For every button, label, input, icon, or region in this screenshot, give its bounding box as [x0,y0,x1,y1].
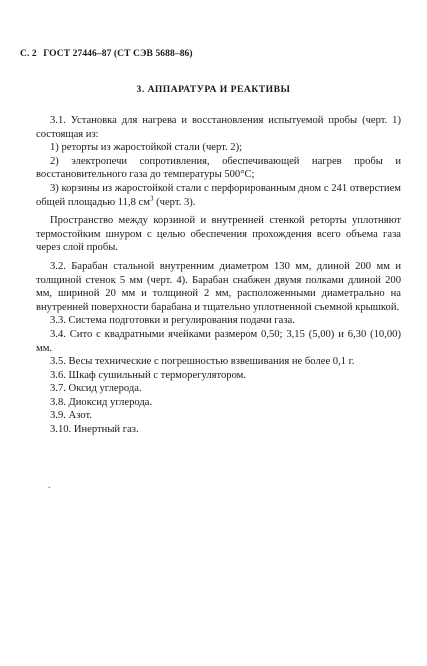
paragraph-3-9: 3.9. Азот. [50,410,92,422]
paragraph-3-6: 3.6. Шкаф сушильный с терморегулятором. [50,369,247,381]
paragraph-3-7: 3.7. Оксид углерода. [50,383,142,395]
section-title: 3. АППАРАТУРА И РЕАКТИВЫ [136,84,291,95]
paragraph-3-4: 3.4. Сито с квадратными ячейками размером 0,50; 3,15 (5,00) и 6,30 (10,00) мм. [36,328,401,354]
paragraph-3-3: 3.3. Система подготовки и регулирования подачи газа. [50,315,295,327]
document-body [36,114,401,437]
stray-mark: . [48,480,51,491]
cubic-superscript: 3 [149,194,154,203]
item-3-text: 3) корзины из жаростойкой стали с перфорированным дном с 241 отверстием общей площадью 11,8 см [36,182,401,208]
page-header [20,49,193,59]
paragraph-3-8: 3.8. Диоксид углерода. [50,396,153,408]
paragraph-3-10: 3.10. Инертный газ. [50,424,139,436]
paragraph-3-2: 3.2. Барабан стальной внутренним диаметром 130 мм, длиной 200 мм и толщиной стенок 5 мм (черт. 4). Барабан снабжен двумя полками длиной 200 мм, шириной 20 мм и толщиной 2 мм, расположенными диаметрально на внутренней поверхности барабана и тщательно уплотненной съемной крышкой. [36,260,401,313]
paragraph-3-1: 3.1. Установка для нагрева и восстановления испытуемой пробы (черт. 1) состоящая из: [36,115,401,140]
paragraph-3-1-item-2: 2) электропечи сопротивления, обеспечивающей нагрев пробы и восстановительного газа до температуры 500°С; [36,155,401,181]
standard-designation: ГОСТ 27446–87 (СТ СЭВ 5688–86) [43,49,193,59]
paragraph-3-5: 3.5. Весы технические с погрешностью взвешивания не более 0,1 г. [50,356,355,368]
paragraph-3-1-item-1: 1) реторты из жаростойкой стали (черт. 2); [50,142,243,154]
paragraph-3-1-item-3 [36,182,401,209]
page-number: С. 2 [20,49,37,59]
item-3-ref: (черт. 3). [153,196,196,208]
paragraph-space-sealing: Пространство между корзиной и внутренней стенкой реторты уплотняют термостойким шнуром с целью обеспечения прохождения всего объема газа через слой пробы. [36,215,401,254]
